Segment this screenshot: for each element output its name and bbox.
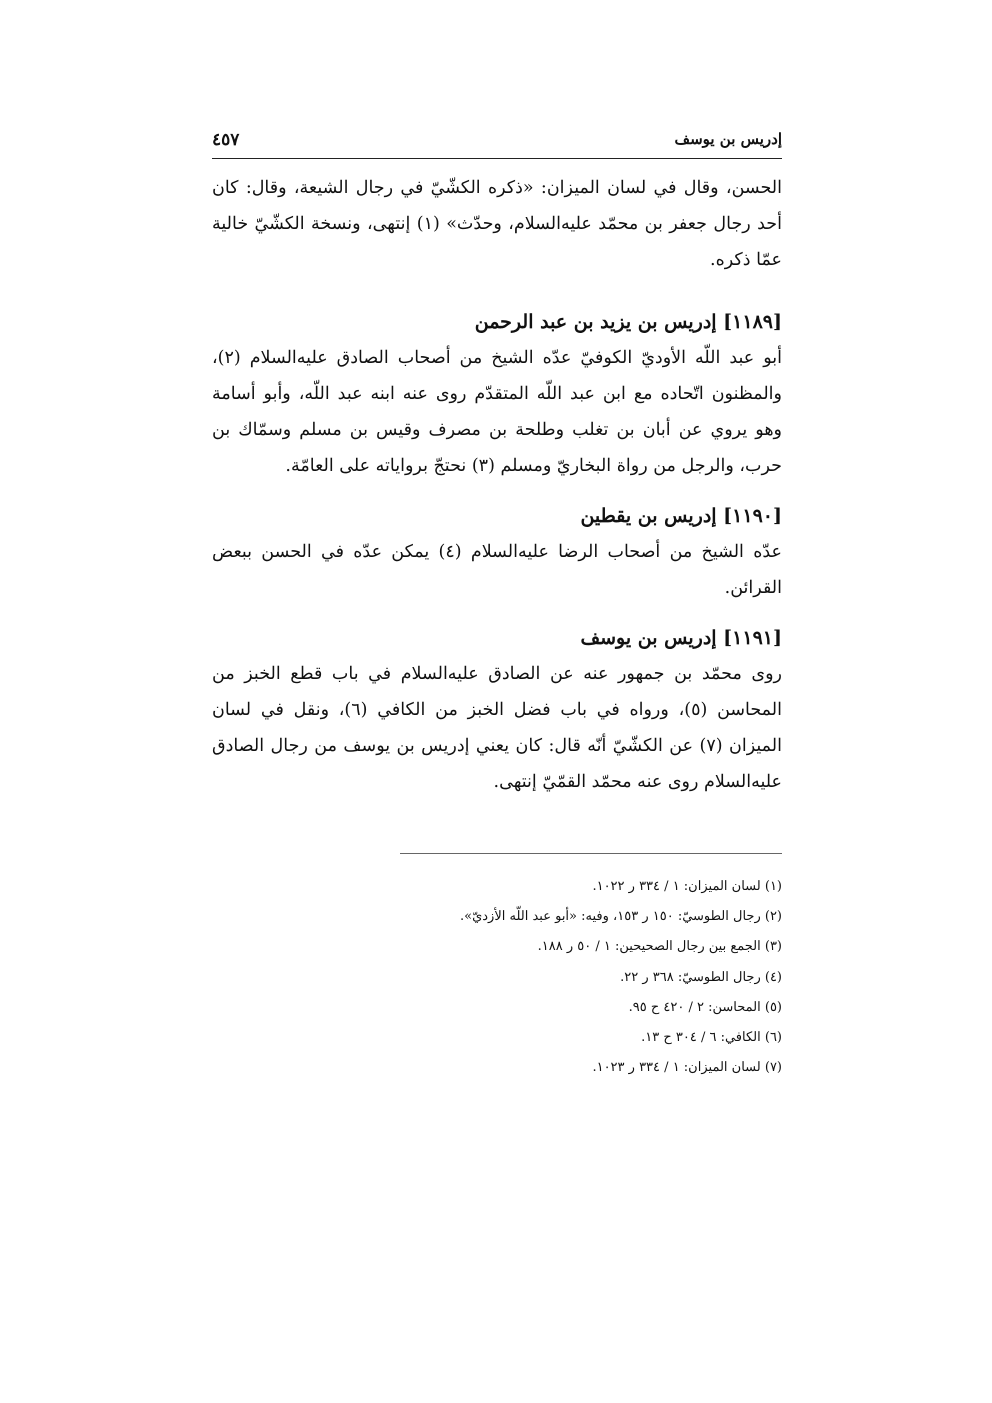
entry-heading-1189: [١١٨٩] إدريس بن يزيد بن عبد الرحمن xyxy=(474,311,782,333)
footnote-3: (٣) الجمع بين رجال الصحيحين: ١ / ٥٠ ر ١٨٨. xyxy=(537,939,782,955)
footnote-divider xyxy=(400,853,782,854)
page-number: ٤٥٧ xyxy=(212,130,240,150)
footnote-6: (٦) الكافي: ٦ / ٣٠٤ ح ١٣. xyxy=(641,1030,782,1046)
footnote-2: (٢) رجال الطوسيّ: ١٥٠ ر ١٥٣، وفيه: «أبو عبد اللّه الأزديّ». xyxy=(460,909,782,925)
running-title: إدريس بن يوسف xyxy=(674,130,782,148)
page-header xyxy=(212,118,782,159)
entry-text-1190: عدّه الشيخ من أصحاب الرضا عليه‌السلام (٤) يمكن عدّه في الحسن ببعض القرائن. xyxy=(212,542,782,598)
footnote-5: (٥) المحاسن: ٢ / ٤٢٠ ح ٩٥. xyxy=(628,999,782,1015)
entry-heading-1191: [١١٩١] إدريس بن يوسف xyxy=(580,627,782,649)
intro-paragraph: الحسن، وقال في لسان الميزان: «ذكره الكشّيّ في رجال الشيعة، وقال: كان أحد رجال جعفر بن محمّد عليه‌السلام، وحدّث» (١) إنتهى، ونسخة الكشّيّ خالية عمّا ذكره. xyxy=(212,178,782,270)
main-text xyxy=(212,170,782,800)
footnote-1: (١) لسان الميزان: ١ / ٣٣٤ ر ١٠٢٢. xyxy=(592,879,782,894)
footnote-7: (٧) لسان الميزان: ١ / ٣٣٤ ر ١٠٢٣. xyxy=(592,1060,782,1076)
footnotes xyxy=(400,872,782,1083)
entry-text-1189: أبو عبد اللّه الأوديّ الكوفيّ عدّه الشيخ من أصحاب الصادق عليه‌السلام (٢)، والمظنون اتّحاده مع ابن عبد اللّه المتقدّم روى عنه ابنه عبد اللّه، وأبو أسامة وهو يروي عن أبان بن تغلب وطلحة بن مصرف وقيس بن مسلم وسمّاك بن حرب، والرجل من رواة البخاريّ ومسلم (٣) نحتجّ برواياته على العامّة. xyxy=(212,348,782,476)
entry-text-1191: روى محمّد بن جمهور عنه عن الصادق عليه‌السلام في باب قطع الخبز من المحاسن (٥)، ورواه في باب فضل الخبز من الكافي (٦)، ونقل في لسان الميزان (٧) عن الكشّيّ أنّه قال: كان يعني إدريس بن يوسف من رجال الصادق عليه‌السلام روى عنه محمّد القمّيّ إنتهى. xyxy=(212,664,782,792)
entry-heading-1190: [١١٩٠] إدريس بن يقطين xyxy=(580,505,782,527)
footnote-4: (٤) رجال الطوسيّ: ٣٦٨ ر ٢٢. xyxy=(620,969,782,985)
